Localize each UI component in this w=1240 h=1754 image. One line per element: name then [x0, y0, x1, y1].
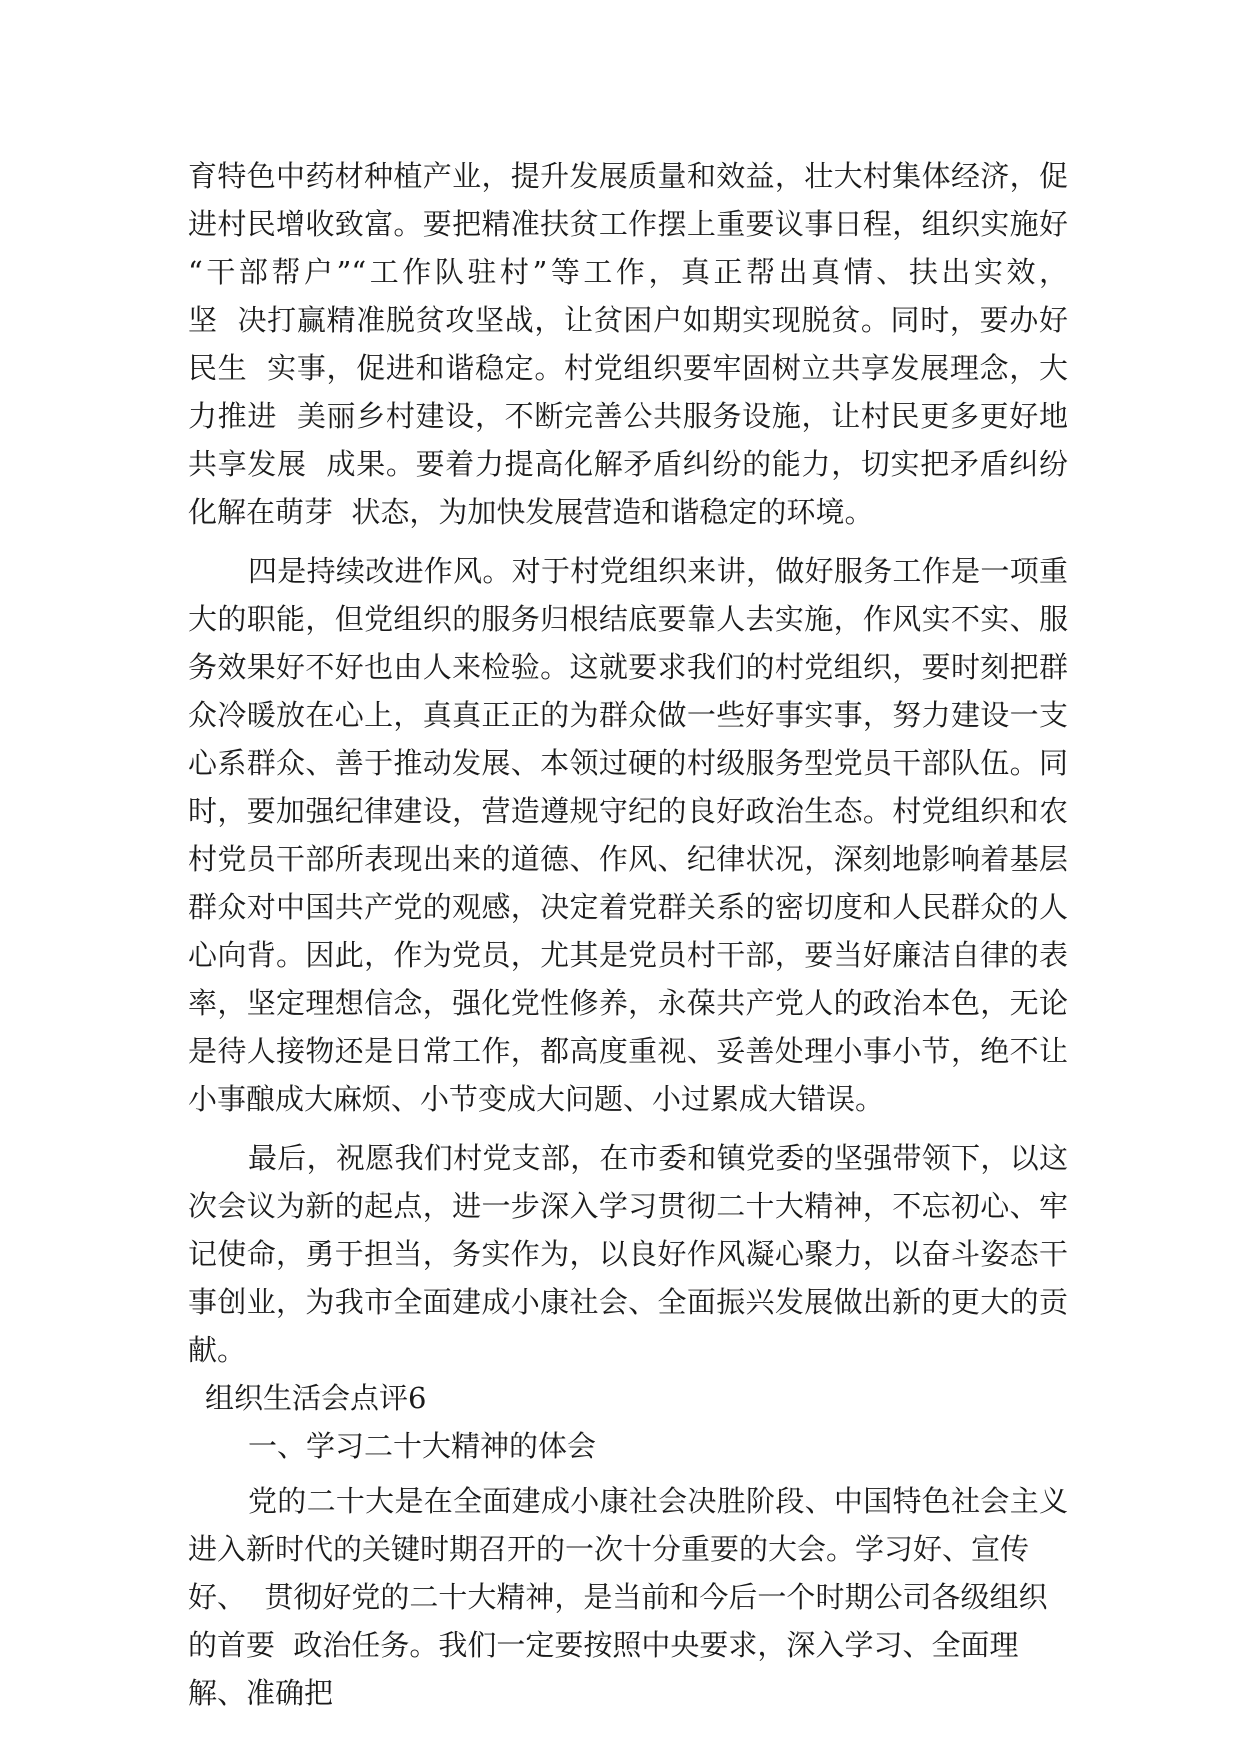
paragraph-line: “干部帮户”“工作队驻村”等工作，真正帮出真情、扶出实效，: [188, 255, 1068, 289]
paragraph-line: 四是持续改进作风。对于村党组织来讲，做好服务工作是一项重: [248, 554, 1068, 588]
paragraph-line: 进入新时代的关键时期召开的一次十分重要的大会。学习好、宣传: [188, 1532, 1030, 1566]
paragraph-line: 的首要 政治任务。我们一定要按照中央要求，深入学习、全面理: [188, 1628, 1019, 1662]
paragraph-line: 务效果好不好也由人来检验。这就要求我们的村党组织，要时刻把群: [188, 650, 1068, 684]
paragraph-line: 群众对中国共产党的观感，决定着党群关系的密切度和人民群众的人: [188, 890, 1068, 924]
paragraph-line: 化解在萌芽 状态，为加快发展营造和谐稳定的环境。: [188, 495, 874, 529]
paragraph-line: 小事酿成大麻烦、小节变成大问题、小过累成大错误。: [188, 1082, 885, 1116]
paragraph-line: 大的职能，但党组织的服务归根结底要靠人去实施，作风实不实、服: [188, 602, 1068, 636]
paragraph-line: 力推进 美丽乡村建设，不断完善公共服务设施，让村民更多更好地: [188, 399, 1068, 433]
paragraph-line: 记使命，勇于担当，务实作为，以良好作风凝心聚力，以奋斗姿态干: [188, 1237, 1068, 1271]
paragraph-line: 时，要加强纪律建设，营造遵规守纪的良好政治生态。村党组织和农: [188, 794, 1068, 828]
paragraph-line: 献。: [188, 1333, 247, 1367]
paragraph-line: 众冷暖放在心上，真真正正的为群众做一些好事实事，努力建设一支: [188, 698, 1068, 732]
paragraph-line: 好、 贯彻好党的二十大精神，是当前和今后一个时期公司各级组织: [188, 1580, 1048, 1614]
paragraph-line: 最后，祝愿我们村党支部，在市委和镇党委的坚强带领下，以这: [248, 1141, 1068, 1175]
paragraph-line: 育特色中药材种植产业，提升发展质量和效益，壮大村集体经济，促: [188, 159, 1068, 193]
paragraph-line: 民生 实事，促进和谐稳定。村党组织要牢固树立共享发展理念，大: [188, 351, 1068, 385]
paragraph-line: 村党员干部所表现出来的道德、作风、纪律状况，深刻地影响着基层: [188, 842, 1068, 876]
paragraph-line: 事创业，为我市全面建成小康社会、全面振兴发展做出新的更大的贡: [188, 1285, 1068, 1319]
section-title: 组织生活会点评6: [205, 1381, 427, 1415]
paragraph-line: 党的二十大是在全面建成小康社会决胜阶段、中国特色社会主义: [248, 1484, 1068, 1518]
paragraph-line: 共享发展 成果。要着力提高化解矛盾纠纷的能力，切实把矛盾纠纷: [188, 447, 1068, 481]
paragraph-line: 率，坚定理想信念，强化党性修养，永葆共产党人的政治本色，无论: [188, 986, 1068, 1020]
subsection-heading: 一、学习二十大精神的体会: [248, 1429, 597, 1463]
paragraph-line: 是待人接物还是日常工作，都高度重视、妥善处理小事小节，绝不让: [188, 1034, 1068, 1068]
paragraph-line: 进村民增收致富。要把精准扶贫工作摆上重要议事日程，组织实施好: [188, 207, 1068, 241]
paragraph-line: 次会议为新的起点，进一步深入学习贯彻二十大精神，不忘初心、牢: [188, 1189, 1068, 1223]
paragraph-line: 心系群众、善于推动发展、本领过硬的村级服务型党员干部队伍。同: [188, 746, 1068, 780]
paragraph-line: 心向背。因此，作为党员，尤其是党员村干部，要当好廉洁自律的表: [188, 938, 1068, 972]
paragraph-line: 解、准确把: [188, 1676, 334, 1710]
paragraph-line: 坚 决打赢精准脱贫攻坚战，让贫困户如期实现脱贫。同时，要办好: [188, 303, 1068, 337]
